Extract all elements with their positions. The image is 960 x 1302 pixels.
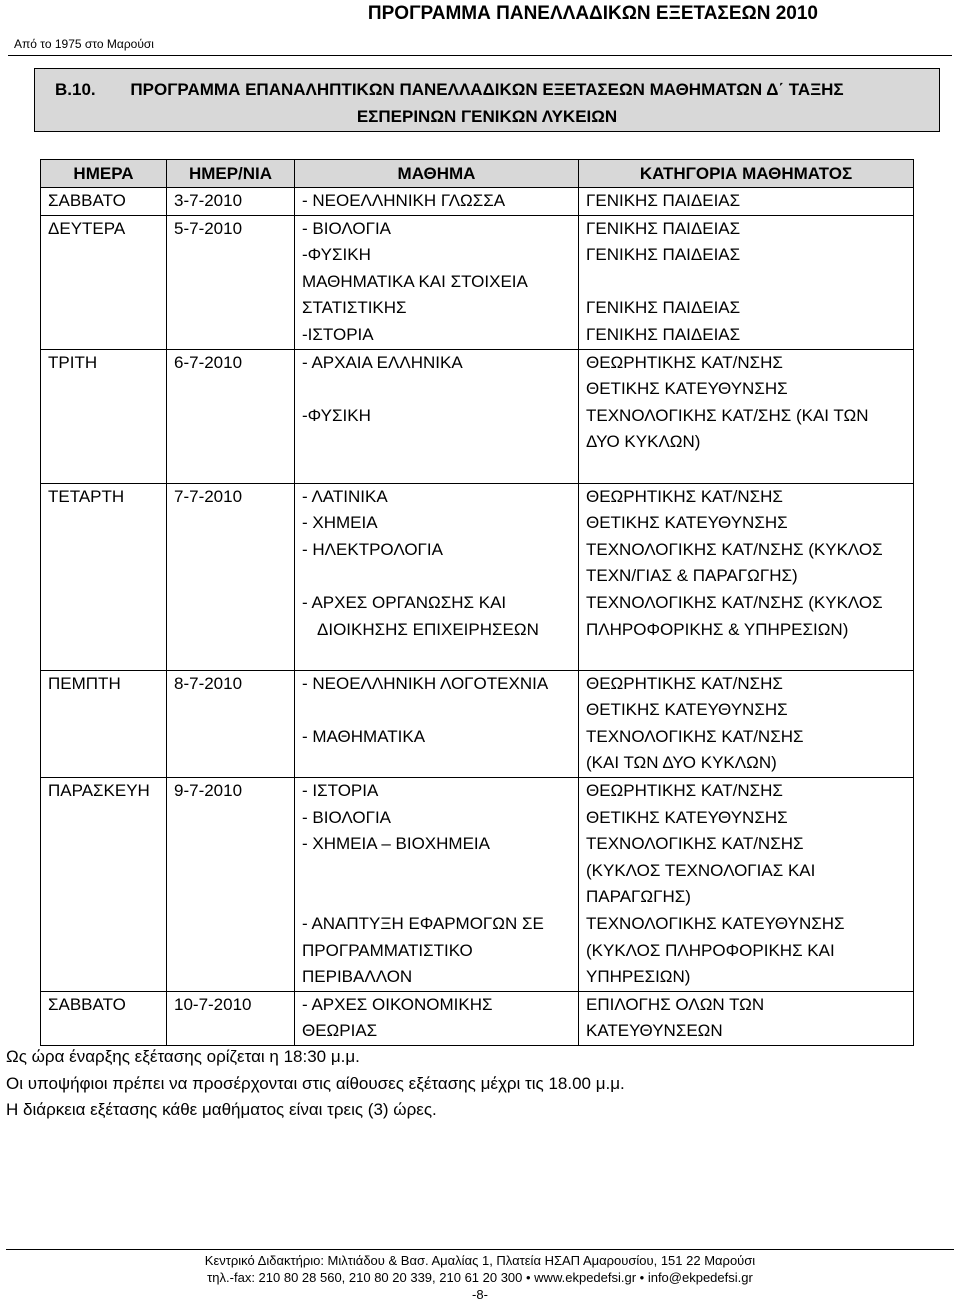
- cell-categories: [579, 991, 914, 1045]
- category-line: ΘΕΤΙΚΗΣ ΚΑΤΕΥΘΥΝΣΗΣ: [586, 700, 788, 720]
- day-label: ΠΑΡΑΣΚΕΥΗ: [48, 781, 150, 801]
- cell-subjects: [295, 188, 579, 216]
- header-day: ΗΜΕΡΑ: [41, 160, 167, 188]
- subject-line: - ΙΣΤΟΡΙΑ: [302, 781, 379, 801]
- subject-line: ΘΕΩΡΙΑΣ: [302, 1021, 378, 1041]
- category-line: ΘΕΩΡΗΤΙΚΗΣ ΚΑΤ/ΝΣΗΣ: [586, 486, 783, 506]
- page-header: [0, 0, 960, 52]
- category-line: ΕΠΙΛΟΓΗΣ ΟΛΩΝ ΤΩΝ: [586, 994, 765, 1014]
- header-subject: ΜΑΘΗΜΑ: [295, 160, 579, 188]
- date-label: 7-7-2010: [174, 486, 243, 506]
- table-row: [41, 670, 914, 777]
- category-line: ΤΕΧΝΟΛΟΓΙΚΗΣ ΚΑΤ/ΝΣΗΣ: [586, 726, 804, 746]
- footer-divider: [6, 1249, 954, 1250]
- subject-line: [302, 429, 578, 456]
- subject-line: [302, 697, 578, 724]
- subject-line: ΜΑΘΗΜΑΤΙΚΑ ΚΑΙ ΣΤΟΙΧΕΙΑ: [302, 271, 528, 291]
- subject-line: ΔΙΟΙΚΗΣΗΣ ΕΠΙΧΕΙΡΗΣΕΩΝ: [317, 619, 539, 639]
- cell-subjects: [295, 483, 579, 670]
- table-row: [41, 215, 914, 349]
- cell-date: [167, 483, 295, 670]
- cell-categories: [579, 778, 914, 992]
- category-line: ΤΕΧΝΟΛΟΓΙΚΗΣ ΚΑΤ/ΝΣΗΣ: [586, 834, 804, 854]
- cell-date: [167, 778, 295, 992]
- header-subtitle: Από το 1975 στο Μαρούσι: [14, 37, 154, 51]
- page-number: -8-: [472, 1287, 488, 1302]
- section-title-box: [34, 68, 940, 132]
- category-line: ΠΑΡΑΓΩΓΗΣ): [586, 887, 691, 907]
- table-row: [41, 778, 914, 992]
- section-number: Β.10.: [55, 80, 96, 99]
- day-label: ΣΑΒΒΑΤΟ: [48, 191, 126, 210]
- cell-day: [41, 778, 167, 992]
- subject-line: [302, 884, 578, 911]
- subject-line: - ΝΕΟΕΛΛΗΝΙΚΗ ΛΟΓΟΤΕΧΝΙΑ: [302, 673, 549, 693]
- cell-categories: [579, 215, 914, 349]
- header-divider: [8, 55, 952, 56]
- category-line: (ΚΥΚΛΟΣ ΠΛΗΡΟΦΟΡΙΚΗΣ ΚΑΙ: [586, 940, 835, 960]
- category-line: ΔΥΟ ΚΥΚΛΩΝ): [586, 432, 701, 452]
- category-line: ΤΕΧΝΟΛΟΓΙΚΗΣ ΚΑΤ/ΝΣΗΣ (ΚΥΚΛΟΣ: [586, 592, 883, 612]
- date-label: 5-7-2010: [174, 218, 243, 238]
- category-line: [586, 269, 913, 296]
- subject-line: [302, 563, 578, 590]
- category-line: ΤΕΧΝΟΛΟΓΙΚΗΣ ΚΑΤ/ΣΗΣ (ΚΑΙ ΤΩΝ: [586, 405, 869, 425]
- cell-date: [167, 188, 295, 216]
- category-line: ΥΠΗΡΕΣΙΩΝ): [586, 967, 691, 987]
- subject-line: [302, 376, 578, 403]
- category-line: ΘΕΤΙΚΗΣ ΚΑΤΕΥΘΥΝΣΗΣ: [586, 807, 788, 827]
- note-start-time: Ως ώρα έναρξης εξέτασης ορίζεται η 18:30 μ.μ.: [6, 1047, 360, 1066]
- cell-subjects: [295, 670, 579, 777]
- subject-line: - ΗΛΕΚΤΡΟΛΟΓΙΑ: [302, 539, 443, 559]
- cell-date: [167, 670, 295, 777]
- category-line: ΘΕΩΡΗΤΙΚΗΣ ΚΑΤ/ΝΣΗΣ: [586, 781, 783, 801]
- category-line: ΤΕΧΝ/ΓΙΑΣ & ΠΑΡΑΓΩΓΗΣ): [586, 566, 798, 586]
- cell-categories: [579, 670, 914, 777]
- cell-categories: [579, 188, 914, 216]
- cell-subjects: [295, 349, 579, 483]
- category-line: [586, 643, 913, 670]
- subject-line: ΠΡΟΓΡΑΜΜΑΤΙΣΤΙΚΟ: [302, 940, 473, 960]
- date-label: 3-7-2010: [174, 191, 243, 210]
- cell-day: [41, 483, 167, 670]
- cell-categories: [579, 349, 914, 483]
- category-line: ΓΕΝΙΚΗΣ ΠΑΙΔΕΙΑΣ: [586, 298, 741, 318]
- subject-line: - ΝΕΟΕΛΛΗΝΙΚΗ ΓΛΩΣΣΑ: [302, 191, 506, 210]
- subject-line: - ΛΑΤΙΝΙΚΑ: [302, 486, 388, 506]
- section-title-line1: ΠΡΟΓΡΑΜΜΑ ΕΠΑΝΑΛΗΠΤΙΚΩΝ ΠΑΝΕΛΛΑΔΙΚΩΝ ΕΞΕΤΑΣΕΩΝ ΜΑΘΗΜΑΤΩΝ Δ΄ ΤΑΞΗΣ: [130, 80, 844, 99]
- subject-line: - ΧΗΜΕΙΑ: [302, 513, 378, 533]
- cell-subjects: [295, 778, 579, 992]
- category-line: ΓΕΝΙΚΗΣ ΠΑΙΔΕΙΑΣ: [586, 191, 741, 210]
- date-label: 9-7-2010: [174, 781, 243, 801]
- subject-line: - ΑΡΧΕΣ ΟΙΚΟΝΟΜΙΚΗΣ: [302, 994, 493, 1014]
- category-line: ΘΕΤΙΚΗΣ ΚΑΤΕΥΘΥΝΣΗΣ: [586, 379, 788, 399]
- table-row: [41, 483, 914, 670]
- header-date: ΗΜΕΡ/ΝΙΑ: [167, 160, 295, 188]
- subject-line: - ΒΙΟΛΟΓΙΑ: [302, 218, 392, 238]
- subject-line: -ΦΥΣΙΚΗ: [302, 405, 371, 425]
- cell-subjects: [295, 215, 579, 349]
- subject-line: ΣΤΑΤΙΣΤΙΚΗΣ: [302, 298, 407, 318]
- subject-line: [302, 858, 578, 885]
- subject-line: [302, 456, 578, 483]
- category-line: (ΚΥΚΛΟΣ ΤΕΧΝΟΛΟΓΙΑΣ ΚΑΙ: [586, 860, 816, 880]
- day-label: ΣΑΒΒΑΤΟ: [48, 994, 126, 1014]
- subject-line: - ΜΑΘΗΜΑΤΙΚΑ: [302, 726, 426, 746]
- category-line: (ΚΑΙ ΤΩΝ ΔΥΟ ΚΥΚΛΩΝ): [586, 753, 777, 773]
- category-line: ΓΕΝΙΚΗΣ ΠΑΙΔΕΙΑΣ: [586, 245, 741, 265]
- footer-address: Κεντρικό Διδακτήριο: Μιλτιάδου & Βασ. Αμαλίας 1, Πλατεία ΗΣΑΠ Αμαρουσίου, 151 22 Μαρούσι: [204, 1253, 756, 1268]
- category-line: ΤΕΧΝΟΛΟΓΙΚΗΣ ΚΑΤ/ΝΣΗΣ (ΚΥΚΛΟΣ: [586, 539, 883, 559]
- subject-line: - ΒΙΟΛΟΓΙΑ: [302, 807, 392, 827]
- category-line: ΓΕΝΙΚΗΣ ΠΑΙΔΕΙΑΣ: [586, 324, 741, 344]
- date-label: 8-7-2010: [174, 673, 243, 693]
- section-title-line2: ΕΣΠΕΡΙΝΩΝ ΓΕΝΙΚΩΝ ΛΥΚΕΙΩΝ: [356, 107, 618, 126]
- cell-subjects: [295, 991, 579, 1045]
- subject-line: [302, 750, 578, 777]
- footer-contact: τηλ.-fax: 210 80 28 560, 210 80 20 339, 210 61 20 300 • www.ekpedefsi.gr • info@ekpedefsi.gr: [207, 1270, 753, 1285]
- cell-day: [41, 188, 167, 216]
- cell-day: [41, 670, 167, 777]
- subject-line: ΠΕΡΙΒΑΛΛΟΝ: [302, 967, 413, 987]
- date-label: 10-7-2010: [174, 994, 252, 1014]
- category-line: ΓΕΝΙΚΗΣ ΠΑΙΔΕΙΑΣ: [586, 218, 741, 238]
- header-category: ΚΑΤΗΓΟΡΙΑ ΜΑΘΗΜΑΤΟΣ: [579, 160, 914, 188]
- subject-line: -ΙΣΤΟΡΙΑ: [302, 324, 374, 344]
- exam-notes: [6, 1044, 625, 1124]
- note-arrival-time: Οι υποψήφιοι πρέπει να προσέρχονται στις αίθουσες εξέτασης μέχρι τις 18.00 μ.μ.: [6, 1073, 625, 1093]
- subject-line: - ΑΝΑΠΤΥΞΗ ΕΦΑΡΜΟΓΩΝ ΣΕ: [302, 914, 544, 934]
- day-label: ΤΡΙΤΗ: [48, 352, 98, 372]
- category-line: ΘΕΩΡΗΤΙΚΗΣ ΚΑΤ/ΝΣΗΣ: [586, 352, 783, 372]
- note-duration: Η διάρκεια εξέτασης κάθε μαθήματος είναι τρεις (3) ώρες.: [6, 1100, 437, 1119]
- cell-date: [167, 991, 295, 1045]
- day-label: ΤΕΤΑΡΤΗ: [48, 486, 125, 506]
- table-row: [41, 188, 914, 216]
- subject-line: - ΑΡΧΕΣ ΟΡΓΑΝΩΣΗΣ ΚΑΙ: [302, 592, 507, 612]
- subject-line: - ΧΗΜΕΙΑ – ΒΙΟΧΗΜΕΙΑ: [302, 834, 490, 854]
- category-line: ΠΛΗΡΟΦΟΡΙΚΗΣ & ΥΠΗΡΕΣΙΩΝ): [586, 619, 849, 639]
- cell-day: [41, 349, 167, 483]
- subject-line: [302, 643, 578, 670]
- cell-day: [41, 215, 167, 349]
- category-line: ΚΑΤΕΥΘΥΝΣΕΩΝ: [586, 1021, 723, 1041]
- table-row: [41, 349, 914, 483]
- cell-date: [167, 215, 295, 349]
- date-label: 6-7-2010: [174, 352, 243, 372]
- category-line: ΘΕΤΙΚΗΣ ΚΑΤΕΥΘΥΝΣΗΣ: [586, 513, 788, 533]
- subject-line: -ΦΥΣΙΚΗ: [302, 245, 371, 265]
- cell-day: [41, 991, 167, 1045]
- header-title: ΠΡΟΓΡΑΜΜΑ ΠΑΝΕΛΛΑΔΙΚΩΝ ΕΞΕΤΑΣΕΩΝ 2010: [367, 3, 818, 24]
- cell-date: [167, 349, 295, 483]
- subject-line: - ΑΡΧΑΙΑ ΕΛΛΗΝΙΚΑ: [302, 352, 463, 372]
- table-header-row: [41, 160, 914, 188]
- day-label: ΠΕΜΠΤΗ: [48, 673, 121, 693]
- category-line: ΘΕΩΡΗΤΙΚΗΣ ΚΑΤ/ΝΣΗΣ: [586, 673, 783, 693]
- exam-schedule-table: [40, 159, 914, 1046]
- table-row: [41, 991, 914, 1045]
- category-line: [586, 456, 913, 483]
- cell-categories: [579, 483, 914, 670]
- category-line: ΤΕΧΝΟΛΟΓΙΚΗΣ ΚΑΤΕΥΘΥΝΣΗΣ: [586, 914, 845, 934]
- day-label: ΔΕΥΤΕΡΑ: [48, 218, 126, 238]
